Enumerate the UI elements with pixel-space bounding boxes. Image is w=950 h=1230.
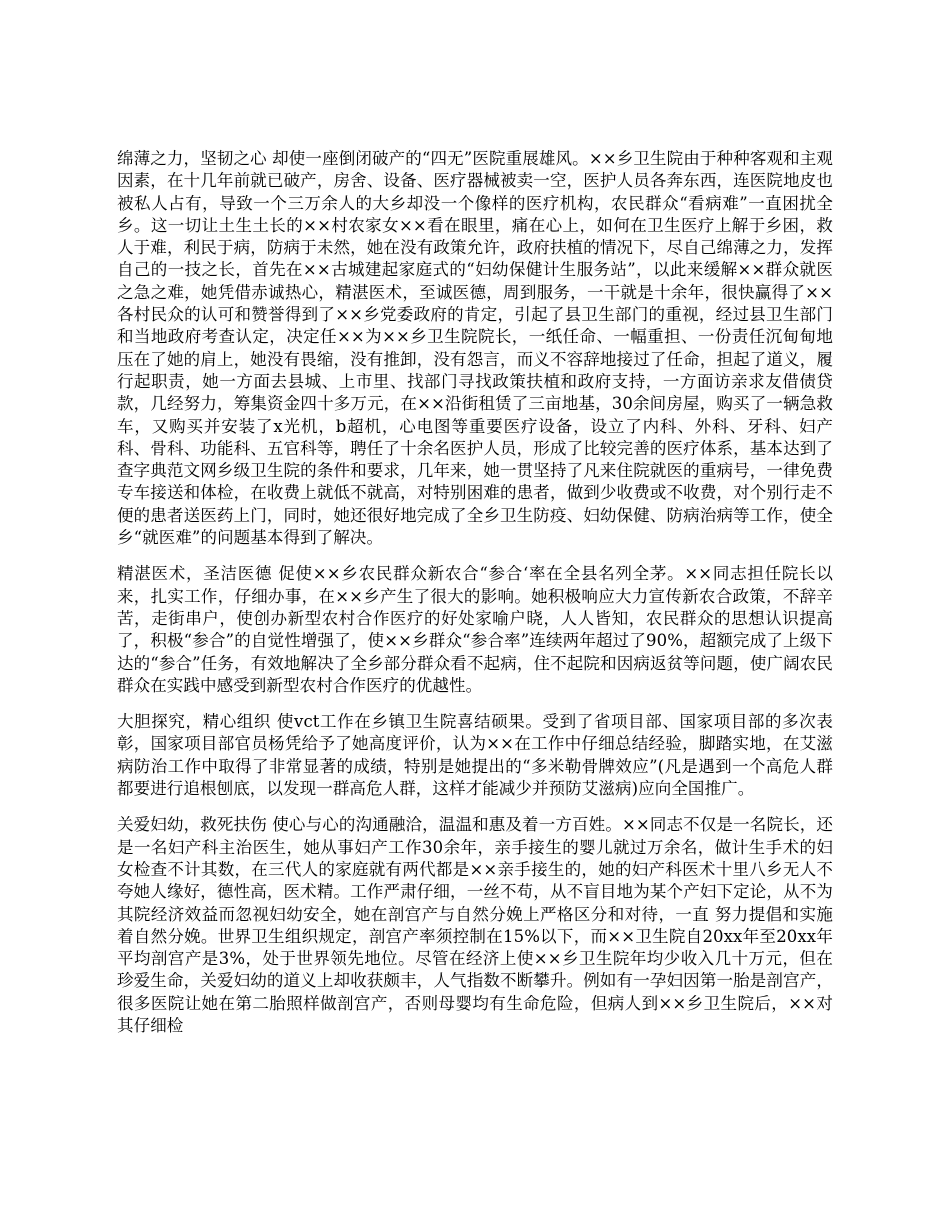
paragraph-4: 关爱妇幼，救死扶伤 使心与心的沟通融洽，温温和惠及着一方百姓。××同志不仅是一名院长，还是一名妇产科主治医生，她从事妇产工作30余年，亲手接生的婴儿就过万余名，做计生手术的妇女检查不计其数，在三代人的家庭就有两代都是××亲手接生的，她的妇产科医术十里八乡无人不夸她人缘好，德性高，医术精。工作严肃仔细，一丝不苟，从不盲目地为某个产妇下定论，从不为其院经济效益而忽视妇幼安全，她在剖宫产与自然分娩上严格区分和对待，一直 努力提倡和实施着自然分娩。世界卫生组织规定，剖宫产率须控制在15%以下，而××卫生院自20xx年至20xx年平均剖宫产是3%，处于世界领先地位。尽管在经济上使××乡卫生院年均少收入几十万元，但在珍爱生命，关爱妇幼的道义上却收获颇丰，人气指数不断攀升。例如有一孕妇因第一胎是剖宫产，很多医院让她在第二胎照样做剖宫产，否则母婴均有生命危险，但病人到××乡卫生院后，××对其仔细检 <box>117 815 833 1035</box>
paragraph-1: 绵薄之力，坚韧之心 却使一座倒闭破产的“四无”医院重展雄风。××乡卫生院由于种种客观和主观因素，在十几年前就已破产，房舍、设备、医疗器械被卖一空，医护人员各奔东西，连医院地皮也被私人占有，导致一个三万余人的大乡却没一个像样的医疗机构，农民群众“看病难”一直困扰全乡。这一切让土生土长的××村农家女××看在眼里，痛在心上，如何在卫生医疗上解于乡困，救 人于难，利民于病，防病于未然，她在没有政策允许，政府扶植的情况下，尽自己绵薄之力，发挥自己的一技之长，首先在××古城建起家庭式的“妇幼保健计生服务站”，以此来缓解××群众就医之急之难，她凭借赤诚热心，精湛医术，至诚医德，周到服务，一干就是十余年，很快赢得了××各村民众的认可和赞誉得到了××乡党委政府的肯定，引起了县卫生部门的重视，经过县卫生部门和当地政府考查认定，决定任××为××乡卫生院院长，一纸任命、一幅重担、一份责任沉甸甸地压在了她的肩上，她没有畏缩，没有推卸，没有怨言，而义不容辞地接过了任命，担起了道义，履行起职责，她一方面去县城、上市里、找部门寻找政策扶植和政府支持，一方面访亲求友借债贷款，几经努力，筹集资金四十多万元，在××沿街租赁了三亩地基，30余间房屋，购买了一辆急救车，又购买并安装了x光机，b超机，心电图等重要医疗设备，设立了内科、外科、牙科、妇产科、骨科、功能科、五官科等，聘任了十余名医护人员，形成了比较完善的医疗体系，基本达到了查字典范文网乡级卫生院的条件和要求，几年来，她一贯坚持了凡来住院就医的重病号，一律免费专车接送和体检，在收费上就低不就高，对特别困难的患者，做到少收费或不收费，对个别行走不便的患者送医药上门，同时，她还很好地完成了全乡卫生防疫、妇幼保健、防病治病等工作，使全乡“就医难”的问题基本得到了解决。 <box>117 149 833 548</box>
paragraph-2: 精湛医术，圣洁医德 促使××乡农民群众新农合“参合‘率在全县名列全茅。××同志担任院长以来，扎实工作，仔细办事，在××乡产生了很大的影响。她积极响应大力宣传新农合政策，不辞辛苦，走街串户，使创办新型农村合作医疗的好处家喻户晓，人人皆知，农民群众的思想认识提高了，积极“参合”的自觉性增强了，使××乡群众“参合率”连续两年超过了90%，超额完成了上级下达的“参合”任务，有效地解决了全乡部分群众看不起病，住不起院和因病返贫等问题，使广阔农民群众在实践中感受到新型农村合作医疗的优越性。 <box>117 564 833 695</box>
paragraph-3: 大胆探究，精心组织 使vct工作在乡镇卫生院喜结硕果。受到了省项目部、国家项目部的多次表彰，国家项目部官员杨凭给予了她高度评价，认为××在工作中仔细总结经验，脚踏实地，在艾滋病防治工作中取得了非常显著的成绩，特别是她提出的“多米勒骨牌效应”(凡是遇到一个高危人群都要进行追根刨底，以发现一群高危人群，这样才能减少并预防艾滋病)应向全国推广。 <box>117 712 833 799</box>
document-page <box>117 148 833 1051</box>
